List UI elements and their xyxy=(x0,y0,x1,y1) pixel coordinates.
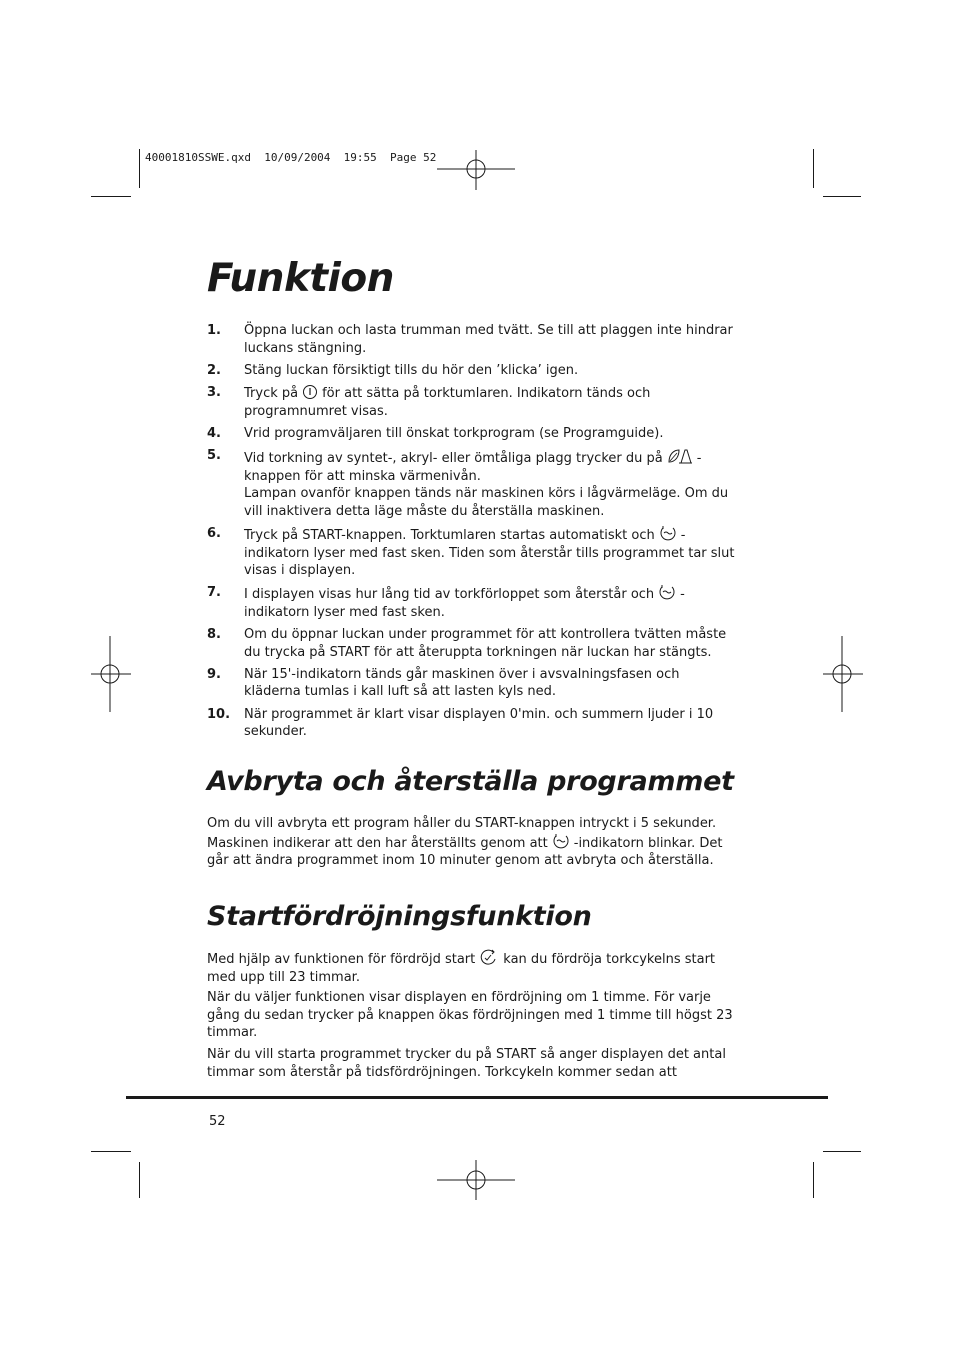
delay-paragraph: När du väljer funktionen visar displayen en fördröjning om 1 timme. För varje gång du sedan trycker på knappen ökas fördröjningen med 1 timme till högst 23 timmar. xyxy=(207,990,733,1041)
cancel-text: Om du vill avbryta ett program håller du START-knappen intryckt i 5 sekunder. Maskinen indikerar att den har återställts genom att xyxy=(207,816,717,851)
step-number: 6. xyxy=(207,525,221,541)
step-number: 10. xyxy=(207,706,231,722)
step-text: Tryck på START-knappen. Torktumlaren startas automatiskt och xyxy=(244,527,655,543)
cancel-text: -indikatorn blinkar. Det går att ändra programmet inom 10 minuter genom att avbryta och återställa. xyxy=(207,835,723,869)
step-text: Vrid programväljaren till önskat torkprogram (se Programguide). xyxy=(244,425,664,441)
list-item xyxy=(207,322,737,357)
step-number: 9. xyxy=(207,666,221,682)
step-text: -knappen för att minska värmenivån. xyxy=(244,450,702,484)
list-item xyxy=(207,626,737,661)
page-title: Funktion xyxy=(207,256,394,301)
footer-rule xyxy=(126,1096,828,1099)
print-slug: 40001810SSWE.qxd 10/09/2004 19:55 Page 52 xyxy=(145,151,437,164)
step-number: 2. xyxy=(207,362,221,378)
delay-paragraph xyxy=(207,949,747,986)
step-text: Om du öppnar luckan under programmet för att kontrollera tvätten måste du trycka på START för att återuppta torkningen när luckan har stängts. xyxy=(244,627,727,660)
registration-mark-icon xyxy=(437,1160,515,1200)
registration-mark-icon xyxy=(437,150,515,190)
step-text: för att sätta på torktumlaren. Indikatorn tänds och programnumret visas. xyxy=(244,385,651,419)
step-number: 5. xyxy=(207,447,221,463)
drying-indicator-icon xyxy=(659,525,677,542)
list-item xyxy=(207,447,737,520)
step-number: 4. xyxy=(207,425,221,441)
step-text: När programmet är klart visar displayen 0'min. och summern ljuder i 10 sekunder. xyxy=(244,706,714,740)
step-text: I displayen visas hur lång tid av torkförloppet som återstår och xyxy=(244,587,655,603)
list-item xyxy=(207,584,737,621)
cancel-paragraph xyxy=(207,815,747,870)
section-heading-cancel: Avbryta och återställa programmet xyxy=(207,766,734,797)
step-number: 1. xyxy=(207,323,221,338)
step-text: -indikatorn lyser med fast sken. xyxy=(244,587,685,620)
delay-paragraph: När du vill starta programmet trycker du på START så anger displayen det antal timmar som återstår på tidsfördröjningen. Torkcykeln kommer sedan att xyxy=(207,1047,726,1080)
step-text: När 15'-indikatorn tänds går maskinen över i avsvalningsfasen och kläderna tumlas i kall luft så att lasten kyls ned. xyxy=(244,666,680,700)
step-text: Öppna luckan och lasta trumman med tvätt. Se till att plaggen inte hindrar luckans stängning. xyxy=(244,323,733,356)
crop-mark xyxy=(823,1151,861,1152)
step-number: 8. xyxy=(207,627,221,643)
step-text: Vid torkning av syntet-, akryl- eller ömtåliga plagg trycker du på xyxy=(244,450,663,466)
list-item xyxy=(207,384,737,420)
delay-text: Med hjälp av funktionen för fördröjd start xyxy=(207,952,476,967)
crop-mark xyxy=(813,149,814,188)
step-text: Lampan ovanför knappen tänds när maskinen körs i lågvärmeläge. Om du vill inaktivera detta läge måste du återställa maskinen. xyxy=(244,486,729,519)
section-heading-delay: Startfördröjningsfunktion xyxy=(207,901,592,932)
crop-mark xyxy=(139,149,140,188)
crop-mark xyxy=(139,1162,140,1198)
step-number: 7. xyxy=(207,585,221,601)
drying-indicator-icon xyxy=(658,584,676,601)
list-item xyxy=(207,425,737,443)
registration-mark-icon xyxy=(823,636,863,712)
page-number: 52 xyxy=(209,1114,226,1129)
crop-mark xyxy=(91,1151,131,1152)
power-icon xyxy=(302,384,318,400)
registration-mark-icon xyxy=(91,636,131,712)
drying-indicator-icon xyxy=(552,833,570,850)
delay-start-icon xyxy=(479,949,499,966)
step-text: -indikatorn lyser med fast sken. Tiden som återstår tills programmet tar slut visas i displayen. xyxy=(244,527,735,579)
list-item xyxy=(207,666,737,701)
list-item xyxy=(207,706,737,741)
instruction-list xyxy=(207,322,737,745)
step-number: 3. xyxy=(207,384,221,400)
list-item xyxy=(207,525,737,580)
crop-mark xyxy=(813,1162,814,1198)
crop-mark xyxy=(91,196,131,197)
step-text: Tryck på xyxy=(244,385,299,401)
delay-text: kan du fördröja torkcykelns start med upp till 23 timmar. xyxy=(207,952,716,985)
step-text: Stäng luckan försiktigt tills du hör den ’klicka’ igen. xyxy=(244,362,579,378)
low-heat-icon xyxy=(667,447,693,465)
crop-mark xyxy=(823,196,861,197)
list-item xyxy=(207,362,737,380)
